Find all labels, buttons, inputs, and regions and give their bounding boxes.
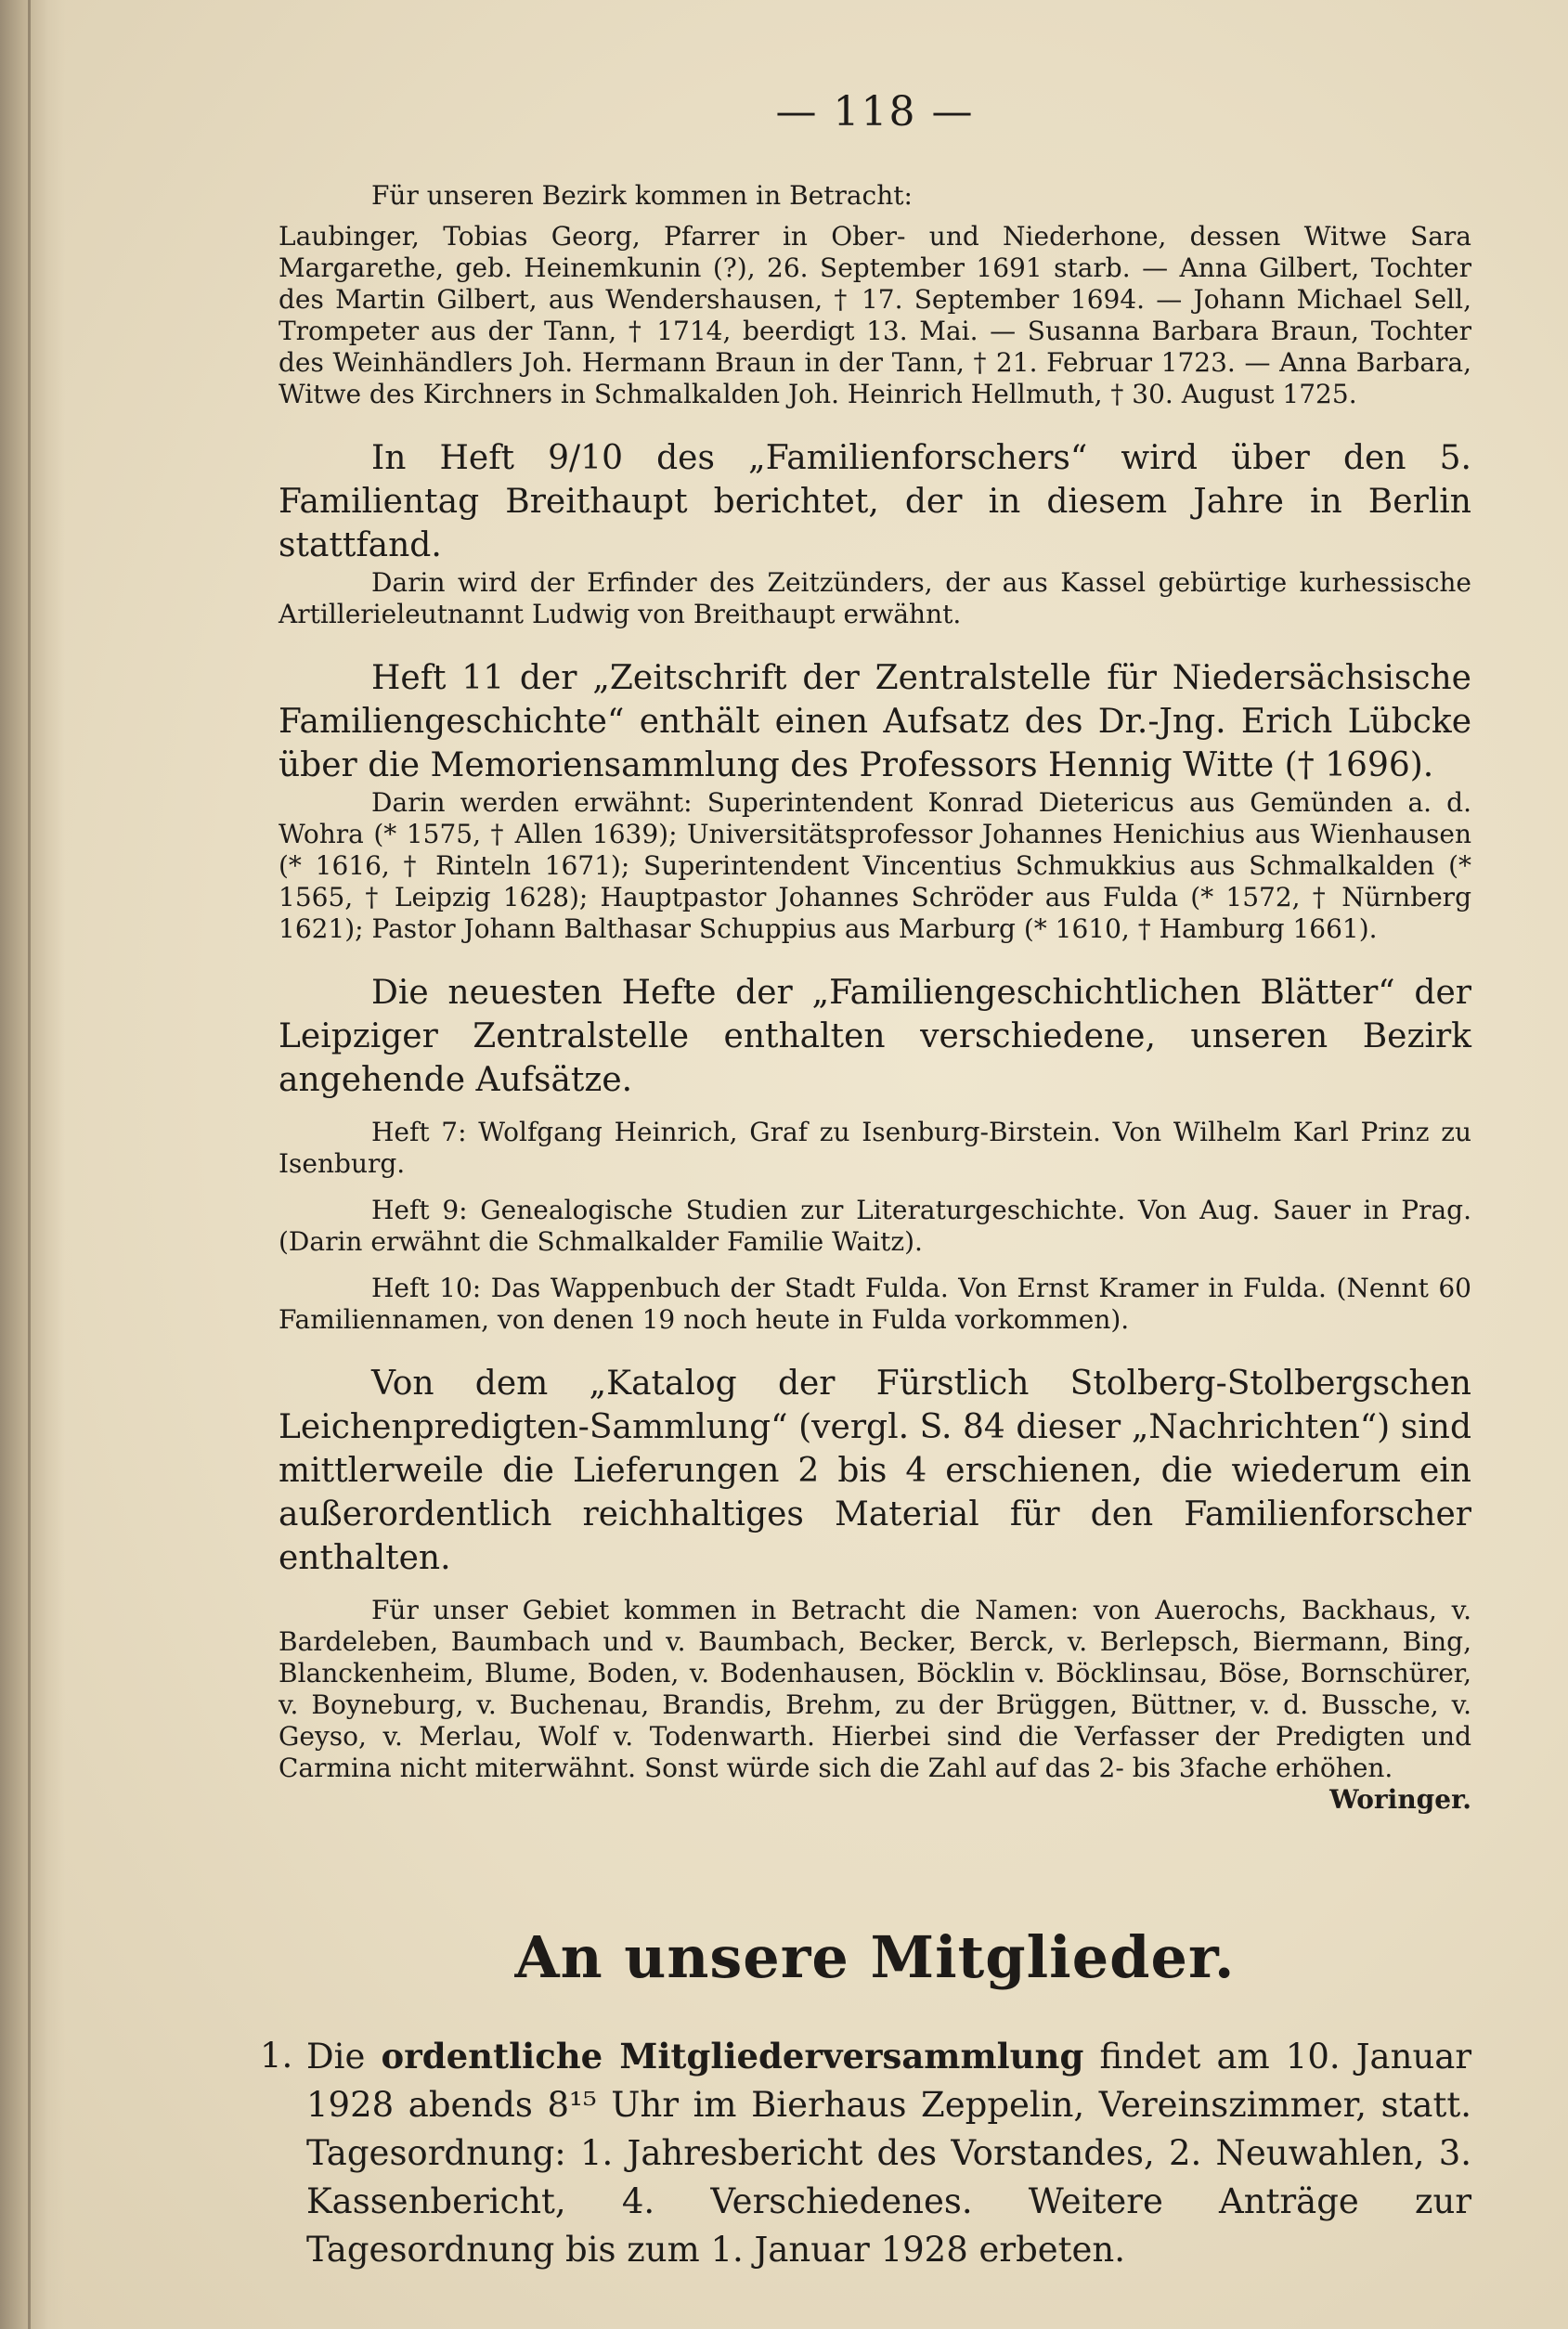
paragraph-familienforscher: In Heft 9/10 des „Familienforschers“ wird über den 5. Familientag Breithaupt berichtet, der in diesem Jahre in Berlin stattfand.	[279, 439, 1471, 564]
paragraph-katalog: Von dem „Katalog der Fürstlich Stolberg-Stolbergschen Leichenpredigten-Sammlung“ (vergl. S. 84 dieser „Nachrichten“) sind mittlerweile die Lieferungen 2 bis 4 erschienen, die wiederum ein außerordentlich reichhaltiges Material für den Familienforscher enthalten.	[279, 1365, 1471, 1577]
paragraph-heft-10: Heft 10: Das Wappenbuch der Stadt Fulda. Von Ernst Kramer in Fulda. (Nennt 60 Familiennamen, von denen 19 noch heute in Fulda vorkommen).	[279, 1273, 1471, 1335]
page-number: — 118 —	[775, 88, 975, 136]
paragraph-breithaupt: Darin wird der Erfinder des Zeitzünders, der aus Kassel gebürtige kurhessische Artillerieleutnannt Ludwig von Breithaupt erwähnt.	[279, 567, 1471, 629]
book-gutter	[0, 0, 65, 2329]
gutter-edge	[28, 0, 31, 2329]
list-item-after: findet am 10. Januar 1928 abends 8¹⁵ Uhr im Bierhaus Zeppelin, Vereinszimmer, statt. Tagesordnung: 1. Jahresbericht des Vorstandes, 2. Neuwahlen, 3. Kassenbericht, 4. Verschiedenes. Weitere Anträge zur Tagesordnung bis zum 1. Januar 1928 erbeten.	[306, 2037, 1472, 2270]
paragraph-mentioned-persons: Darin werden erwähnt: Superintendent Konrad Dietericus aus Gemünden a. d. Wohra (* 1575, † Allen 1639); Universitätsprofessor Johannes Henichius aus Wienhausen (* 1616, † Rinteln 1671); Superintendent Vincentius Schmukkius aus Schmalkalden (* 1565, † Leipzig 1628); Hauptpastor Johannes Schröder aus Fulda (* 1572, † Nürnberg 1621); Pastor Johann Balthasar Schuppius aus Marburg (* 1610, † Hamburg 1661).	[279, 787, 1471, 944]
paragraph-namen-text: Für unser Gebiet kommen in Betracht die Namen: von Auerochs, Backhaus, v. Bardeleben, Baumbach und v. Baumbach, Becker, Berck, v. Berlepsch, Biermann, Bing, Blanckenheim, Blume, Boden, v. Bodenhausen, Böcklin v. Böcklinsau, Böse, Bornschürer, v. Boyneburg, v. Buchenau, Brandis, Brehm, zu der Brüggen, Büttner, v. d. Bussche, v. Geyso, v. Merlau, Wolf v. Todenwarth. Hierbei sind die Verfasser der Predigten und Carmina nicht miterwähnt. Sonst würde sich die Zahl auf das 2- bis 3fache erhöhen.	[279, 1595, 1471, 1783]
list-item-number: 1.	[260, 2036, 293, 2076]
page-content	[260, 88, 1472, 2274]
list-item	[260, 2032, 1471, 2274]
paragraph-zeitschrift: Heft 11 der „Zeitschrift der Zentralstelle für Niedersächsische Familiengeschichte“ enthält einen Aufsatz des Dr.-Jng. Erich Lübcke über die Memoriensammlung des Professors Hennig Witte († 1696).	[279, 659, 1471, 784]
paragraph-burials: Laubinger, Tobias Georg, Pfarrer in Ober- und Niederhone, dessen Witwe Sara Margarethe, geb. Heinemkunin (?), 26. September 1691 starb. — Anna Gilbert, Tochter des Martin Gilbert, aus Wendershausen, † 17. September 1694. — Johann Michael Sell, Trompeter aus der Tann, † 1714, beerdigt 13. Mai. — Susanna Barbara Braun, Tochter des Weinhändlers Joh. Hermann Braun in der Tann, † 21. Februar 1723. — Anna Barbara, Witwe des Kirchners in Schmalkalden Joh. Heinrich Hellmuth, † 30. August 1725.	[279, 221, 1471, 409]
author-signature: Woringer.	[1329, 1784, 1471, 1815]
intro-line: Für unseren Bezirk kommen in Betracht:	[371, 180, 913, 211]
paragraph-namen	[279, 1595, 1471, 1815]
list-item-text	[306, 2032, 1471, 2274]
list-item-before: Die	[306, 2037, 366, 2077]
list-item-bold: ordentliche Mitgliederversammlung	[381, 2036, 1084, 2077]
section-heading: An unsere Mitglieder.	[514, 1923, 1236, 1991]
paragraph-heft-9: Heft 9: Genealogische Studien zur Literaturgeschichte. Von Aug. Sauer in Prag. (Darin erwähnt die Schmalkalder Familie Waitz).	[279, 1195, 1471, 1257]
paragraph-heft-7: Heft 7: Wolfgang Heinrich, Graf zu Isenburg-Birstein. Von Wilhelm Karl Prinz zu Isenburg.	[279, 1117, 1471, 1179]
paragraph-familiengeschichtliche-blaetter: Die neuesten Hefte der „Familiengeschichtlichen Blätter“ der Leipziger Zentralstelle enthalten verschiedene, unseren Bezirk angehende Aufsätze.	[279, 974, 1471, 1099]
